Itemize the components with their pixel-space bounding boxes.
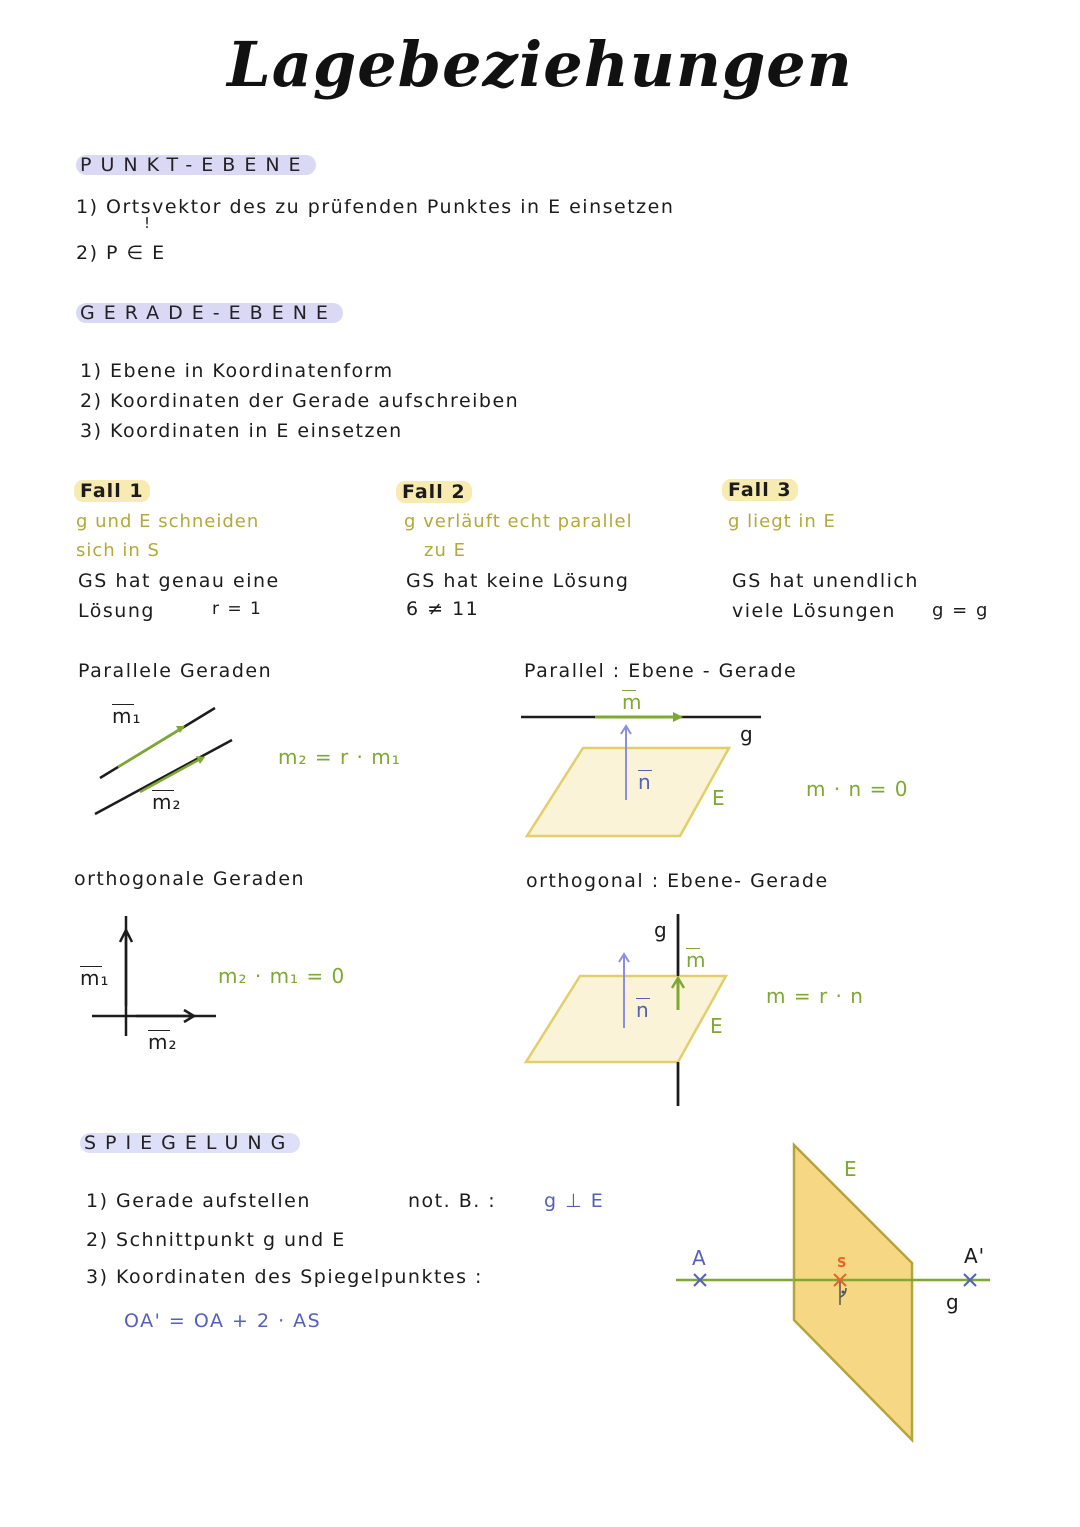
parallel-vec-m-overline bbox=[622, 690, 636, 691]
fall-3-extra: g = g bbox=[932, 600, 989, 621]
fall-2-result-line-1: GS hat keine Lösung bbox=[406, 570, 630, 592]
fall-3-label: Fall 3 bbox=[722, 479, 798, 501]
punkt-ebene-step-1: 1) Ortsvektor des zu prüfenden Punktes in E einsetzen bbox=[76, 196, 675, 218]
fall-1-result-line-2: Lösung bbox=[78, 600, 155, 622]
ortho-geraden-formula: m₂ · m₁ = 0 bbox=[218, 964, 346, 988]
fall-2-label: Fall 2 bbox=[396, 481, 472, 503]
parallel-geraden-formula: m₂ = r · m₁ bbox=[278, 745, 401, 769]
spiegelung-formula: OA' = OA + 2 · AS bbox=[124, 1310, 322, 1332]
spiegelung-step-2: 2) Schnittpunkt g und E bbox=[86, 1229, 346, 1251]
fall-1-label: Fall 1 bbox=[74, 480, 150, 502]
section-heading-spiegelung: SPIEGELUNG bbox=[80, 1133, 300, 1153]
spiegelung-note: not. B. : bbox=[408, 1190, 497, 1212]
point-a2-label: A' bbox=[964, 1244, 986, 1268]
parallel-vec-n-overline bbox=[638, 770, 652, 771]
section-heading-gerade-ebene: GERADE-EBENE bbox=[76, 303, 343, 323]
parallel-plane-e-label: E bbox=[712, 786, 726, 810]
parallel-vec-m-label: m bbox=[622, 690, 643, 714]
ortho-line-g-label: g bbox=[654, 918, 668, 942]
ortho-vec-m1-label: m₁ bbox=[80, 966, 110, 990]
fall-1-desc-line-2: sich in S bbox=[76, 540, 160, 561]
parallel-ebene-title: Parallel : Ebene - Gerade bbox=[524, 660, 798, 682]
fall-1-extra: r = 1 bbox=[212, 599, 263, 619]
fall-2-desc-line-1: g verläuft echt parallel bbox=[404, 511, 633, 532]
spiegelung-step-3: 3) Koordinaten des Spiegelpunktes : bbox=[86, 1266, 483, 1288]
fall-2-result-line-2: 6 ≠ 11 bbox=[406, 598, 480, 620]
ortho-geraden-title: orthogonale Geraden bbox=[74, 868, 306, 890]
ortho-plane-e bbox=[526, 976, 726, 1062]
section-heading-punkt-ebene: PUNKT-EBENE bbox=[76, 155, 316, 175]
ortho-vec-n-label: n bbox=[636, 998, 650, 1022]
fall-3-desc-line-1: g liegt in E bbox=[728, 511, 836, 532]
vector-m1-label: m₁ bbox=[112, 704, 142, 728]
plane-e bbox=[527, 748, 729, 836]
vector-m1-arrow bbox=[118, 728, 182, 767]
fall-1-desc-line-1: g und E schneiden bbox=[76, 511, 260, 532]
gerade-ebene-step-2: 2) Koordinaten der Gerade aufschreiben bbox=[80, 390, 520, 412]
point-a-label: A bbox=[692, 1246, 707, 1270]
ortho-vec-m2-label: m₂ bbox=[148, 1030, 178, 1054]
spiegelung-step-1: 1) Gerade aufstellen bbox=[86, 1190, 311, 1212]
ortho-vec-m1-overline bbox=[80, 966, 102, 967]
fall-2-desc-line-2: zu E bbox=[424, 540, 466, 561]
spiegelung-condition: g ⊥ E bbox=[544, 1190, 605, 1212]
mirror-plane-e bbox=[794, 1145, 912, 1440]
parallel-geraden-title: Parallele Geraden bbox=[78, 660, 273, 682]
parallel-ebene-formula: m · n = 0 bbox=[806, 777, 909, 801]
spiegel-line-g-label: g bbox=[946, 1290, 960, 1314]
vector-m1-overline bbox=[112, 704, 134, 705]
parallel-line-g-label: g bbox=[740, 722, 754, 746]
parallel-vec-n-label: n bbox=[638, 770, 652, 794]
ortho-ebene-title: orthogonal : Ebene- Gerade bbox=[526, 870, 829, 892]
ortho-plane-e-label: E bbox=[710, 1014, 724, 1038]
gerade-ebene-step-3: 3) Koordinaten in E einsetzen bbox=[80, 420, 403, 442]
fall-1-result-line-1: GS hat genau eine bbox=[78, 570, 280, 592]
fall-3-result-line-1: GS hat unendlich bbox=[732, 570, 919, 592]
vector-m2-overline bbox=[152, 790, 174, 791]
fall-3-result-line-2: viele Lösungen bbox=[732, 600, 896, 622]
ortho-vec-m-label: m bbox=[686, 948, 707, 972]
ortho-vec-m-overline bbox=[686, 948, 700, 949]
vector-m2-arrow bbox=[140, 758, 202, 792]
exclaim-mark: ! bbox=[144, 214, 152, 232]
ortho-ebene-formula: m = r · n bbox=[766, 984, 864, 1008]
gerade-ebene-step-1: 1) Ebene in Koordinatenform bbox=[80, 360, 394, 382]
punkt-ebene-step-2: 2) P ∈ E bbox=[76, 242, 166, 264]
page-title: Lagebeziehungen bbox=[227, 28, 853, 101]
mirror-plane-e-label: E bbox=[844, 1157, 858, 1181]
ortho-vec-m2-overline bbox=[148, 1030, 170, 1031]
ortho-vec-n-overline bbox=[636, 998, 650, 999]
vector-m2-label: m₂ bbox=[152, 790, 182, 814]
point-s-label: S bbox=[837, 1256, 847, 1271]
